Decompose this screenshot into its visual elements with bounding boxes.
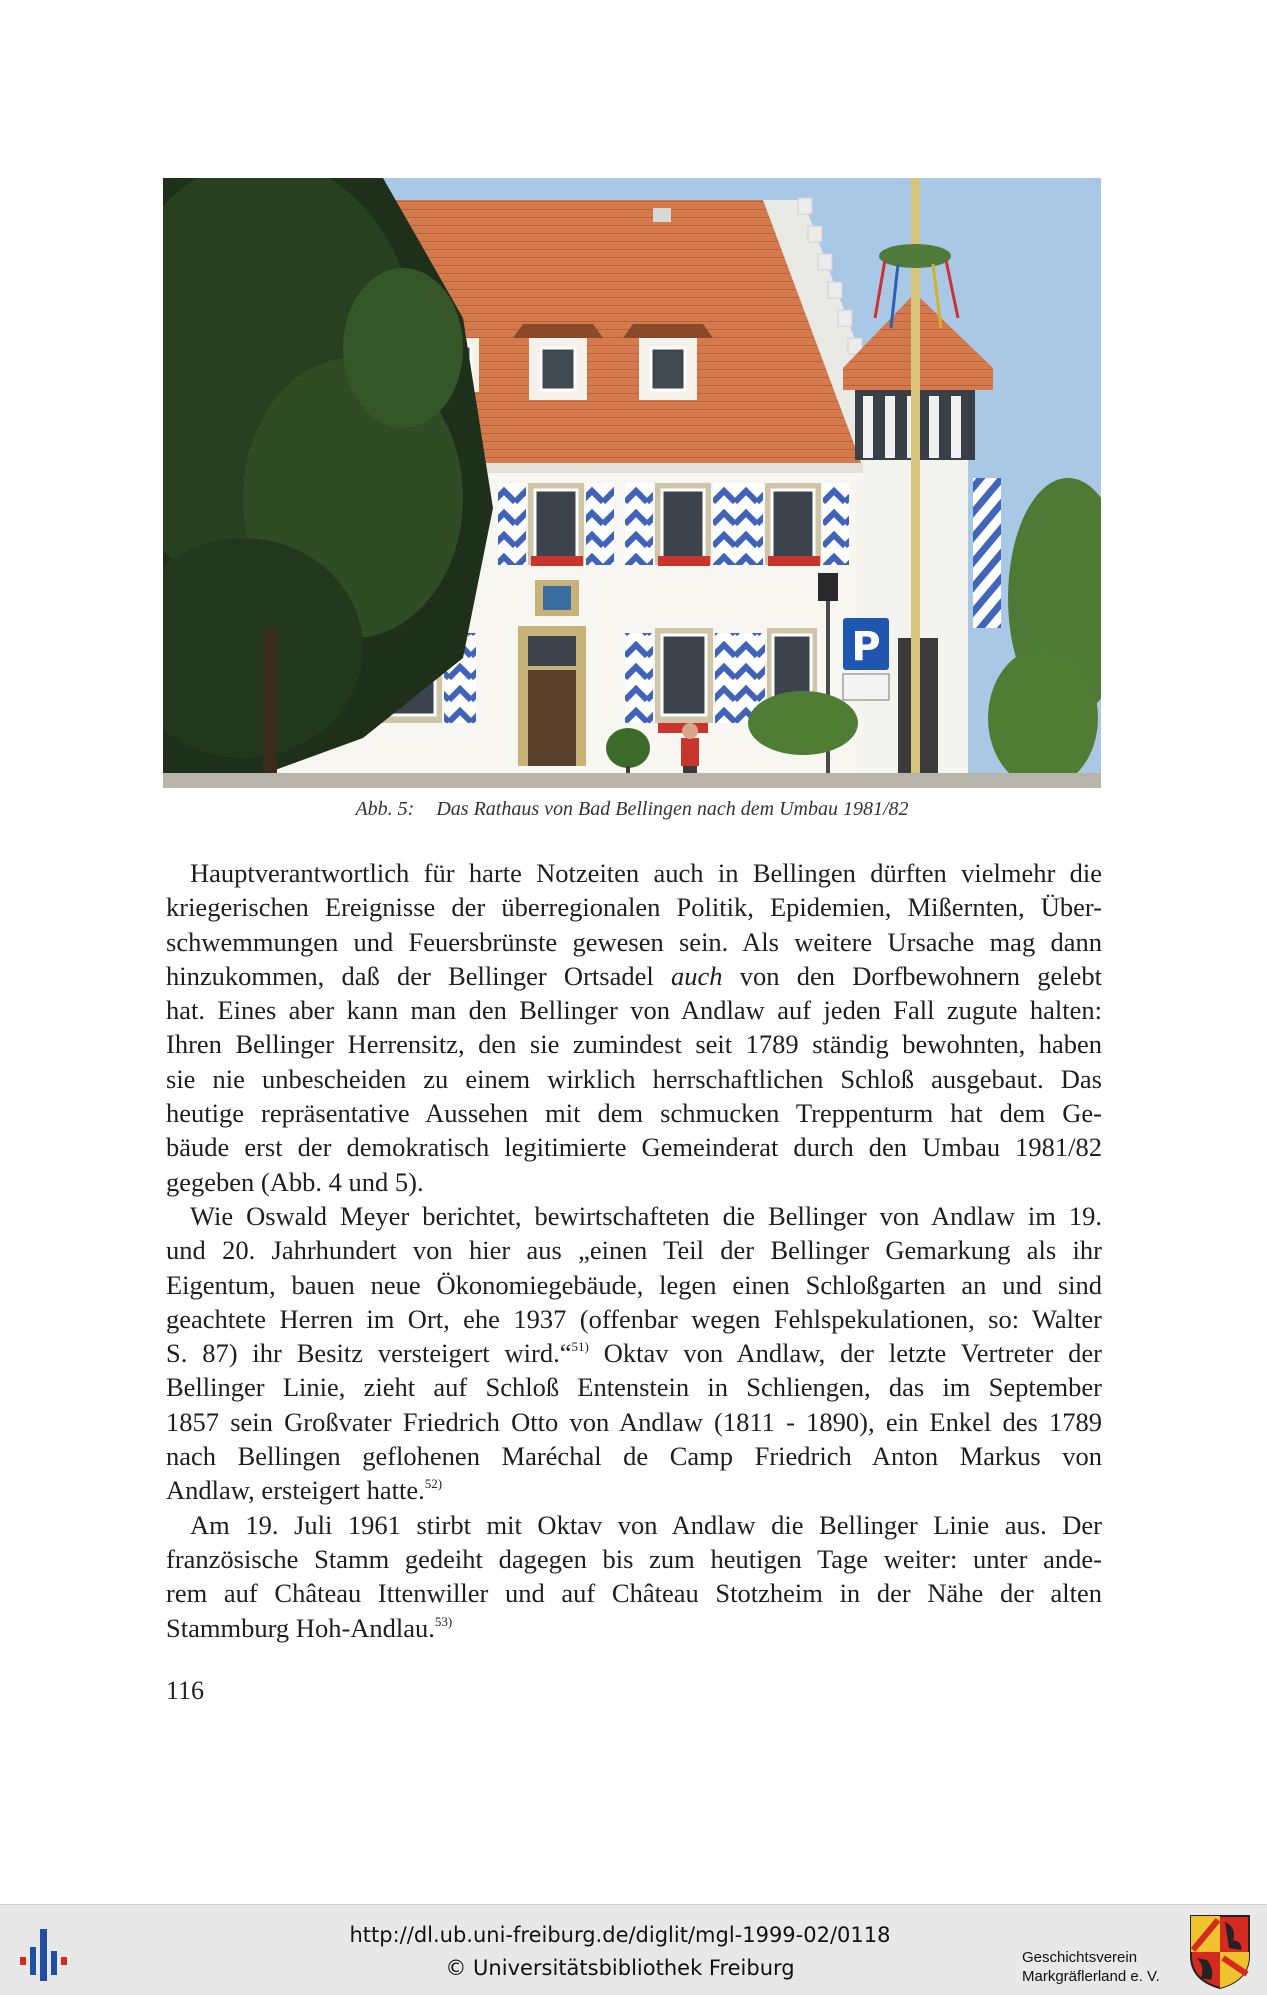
copyright-notice: © Universitätsbibliothek Freiburg [445, 1956, 795, 1980]
town-hall-photo [163, 178, 1101, 788]
footnote-ref: 53) [434, 1613, 453, 1629]
text-line: kriegerischen Ereignisse der überregionalen Politik, Epidemien, Mißernten, Über- [166, 892, 1102, 923]
text-line: geachtete Herren im Ort, ehe 1937 (offenbar wegen Fehlspekulationen, so: Walter [166, 1303, 1102, 1334]
text-line [166, 1336, 1102, 1370]
text-line: gegeben (Abb. 4 und 5). [166, 1166, 424, 1197]
text-line: Eigentum, bauen neue Ökonomiegebäude, legen einen Schloßgarten an und sind [166, 1269, 1102, 1300]
footer-bar [0, 1904, 1267, 1995]
text-segment: Oktav von Andlaw, der letzte Vertreter der [588, 1338, 1102, 1369]
text-segment: hinzukommen, daß der Bellinger Ortsadel [166, 960, 654, 991]
text-line [166, 959, 1102, 993]
text-line: Hauptverantwortlich für harte Notzeiten auch in Bellingen dürften vielmehr die [190, 858, 1102, 888]
footnote-ref: 52) [424, 1476, 443, 1492]
text-segment: Stammburg Hoh-Andlau. [166, 1612, 435, 1643]
text-line: französische Stamm gedeiht dagegen bis zum heutigen Tage weiter: unter ande- [166, 1543, 1102, 1574]
text-segment: S. 87) ihr Besitz versteigert wird.“ [166, 1338, 572, 1369]
text-line: heutige repräsentative Aussehen mit dem schmucken Treppenturm hat dem Ge- [166, 1098, 1102, 1129]
page-number: 116 [166, 1676, 205, 1705]
text-line: nach Bellingen geflohenen Maréchal de Camp Friedrich Anton Markus von [166, 1441, 1102, 1472]
text-line: bäude erst der demokratisch legitimierte Gemeinderat durch den Umbau 1981/82 [166, 1132, 1102, 1163]
parking-sign-letter: P [851, 624, 881, 670]
caption-text: Das Rathaus von Bad Bellingen nach dem Umbau 1981/82 [436, 798, 909, 820]
text-line: hat. Eines aber kann man den Bellinger von Andlaw auf jeden Fall zugute halten: [166, 995, 1102, 1026]
coat-of-arms-icon [1189, 1914, 1251, 1990]
caption-label: Abb. 5: [355, 798, 415, 820]
ub-freiburg-logo-icon[interactable] [16, 1921, 80, 1985]
text-line: und 20. Jahrhundert von hier aus „einen Teil der Bellinger Gemarkung als ihr [166, 1235, 1102, 1266]
text-line [166, 1473, 1102, 1507]
text-segment: von den Dorfbewohnern gelebt [739, 960, 1102, 991]
society-name-line: Markgräflerland e. V. [1022, 1968, 1160, 1985]
text-line: schwemmungen und Feuersbrünste gewesen sein. Als weitere Ursache mag dann [166, 926, 1102, 957]
society-name [1022, 1948, 1182, 1986]
text-line: Ihren Bellinger Herrensitz, den sie zumindest seit 1789 ständig bewohnten, haben [166, 1029, 1102, 1060]
figure-caption [163, 798, 1101, 821]
text-segment: Andlaw, ersteigert hatte. [166, 1475, 425, 1506]
text-line: Wie Oswald Meyer berichtet, bewirtschafteten die Bellinger von Andlaw im 19. [190, 1200, 1102, 1231]
text-line [166, 1611, 1102, 1645]
document-url-link[interactable]: http://dl.ub.uni-freiburg.de/diglit/mgl-1999-02/0118 [349, 1923, 891, 1947]
text-line: Bellinger Linie, zieht auf Schloß Entenstein in Schliengen, das im September [166, 1372, 1102, 1403]
footnote-ref: 51) [571, 1339, 589, 1355]
society-name-line: Geschichtsverein [1022, 1949, 1138, 1966]
text-line: sie nie unbescheiden zu einem wirklich herrschaftlichen Schloß ausgebaut. Das [166, 1063, 1102, 1094]
body-text [166, 856, 1102, 1645]
emphasized-word: auch [670, 960, 723, 991]
text-line: 1857 sein Großvater Friedrich Otto von Andlaw (1811 - 1890), ein Enkel des 1789 [166, 1406, 1102, 1437]
text-line: rem auf Château Ittenwiller und auf Château Stotzheim in der Nähe der alten [166, 1578, 1102, 1609]
text-line: Am 19. Juli 1961 stirbt mit Oktav von Andlaw die Bellinger Linie aus. Der [190, 1509, 1102, 1540]
